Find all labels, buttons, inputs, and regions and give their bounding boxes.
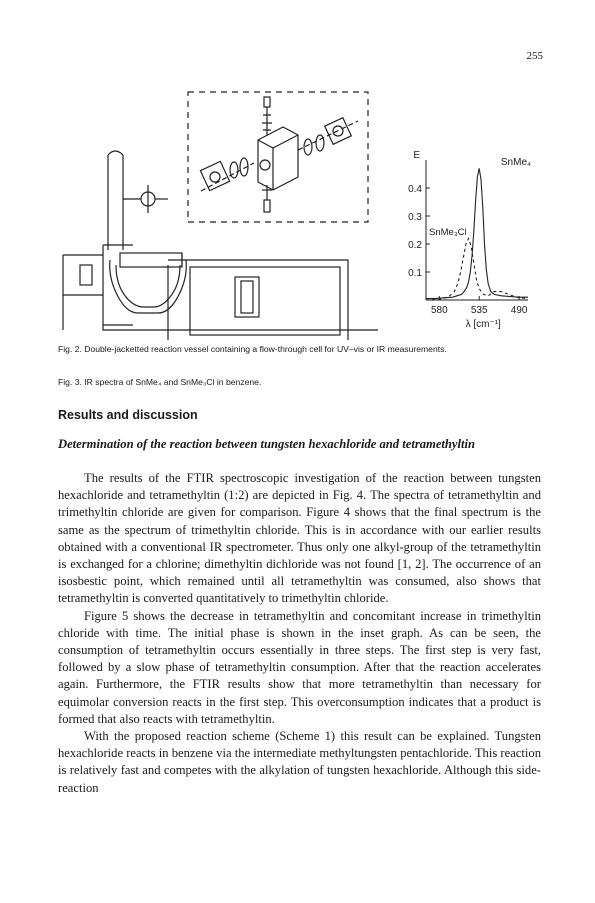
paragraph-3: With the proposed reaction scheme (Scheme 1) this result can be explained. Tungsten hexachloride reacts in benzene via the intermediate methyltungsten pentachloride. This reaction is relatively fast and competes with the alkylation of tungsten hexachloride. Although this side-reaction: [58, 729, 541, 795]
annotation-snme4: SnMe₄: [500, 157, 532, 168]
y-axis-label: E: [413, 150, 420, 161]
paragraph-1: The results of the FTIR spectroscopic investigation of the reaction between tungsten hexachloride and tetramethyltin (1:2) are depicted in Fig. 4. The spectra of tetramethyltin and trimethyltin chloride are given for comparison. Figure 4 shows that the final spectrum is the same as the spectrum of trimethyltin chloride. This is in accordance with our earlier results obtained with a conventional IR spectrometer. Thus only one alkyl-group of the tetramethyltin is exchanged for a chlorine; dimethyltin dichloride was not found [1, 2]. The occurrence of an isosbestic point, which remained until all tetramethyltin was consumed, also shows that tetramethyltin is converted quantitatively to trimethyltin chloride.: [58, 471, 541, 606]
x-tick-label: 535: [470, 305, 488, 316]
fig2-caption: Fig. 2. Double-jacketted reaction vessel containing a flow-through cell for UV–vis or IR measurements.: [58, 344, 447, 354]
page-number: 255: [526, 50, 543, 62]
section-heading: Results and discussion: [58, 408, 198, 422]
series-line-1: [426, 238, 528, 300]
y-tick-label: 0.3: [408, 212, 422, 223]
y-tick-label: 0.1: [408, 268, 422, 279]
subsection-heading: Determination of the reaction between tungsten hexachloride and tetramethyltin: [58, 437, 476, 451]
annotation-snme3cl: SnMe₃Cl: [429, 227, 467, 238]
fig3-caption: Fig. 3. IR spectra of SnMe₄ and SnMe₃Cl in benzene.: [58, 377, 262, 387]
reaction-vessel-diagram: [58, 85, 388, 340]
double-jacketted-vessel: [63, 151, 378, 340]
x-tick-label: 580: [430, 305, 448, 316]
flow-cell-exploded-view: [200, 97, 358, 212]
ir-spectrum-chart: [388, 85, 538, 335]
body-text: [58, 470, 541, 797]
figure-area: [58, 85, 538, 340]
x-axis-label: λ [cm⁻¹]: [465, 319, 501, 330]
x-tick-label: 490: [510, 305, 528, 316]
paragraph-2: Figure 5 shows the decrease in tetramethyltin and concomitant increase in trimethyltin chloride with time. The initial phase is shown in the inset graph. As can be seen, the consumption of tetramethyltin occurs essentially in three steps. The first step is very fast, followed by a slow phase of tetramethyltin consumption. After that the reaction accelerates again. Furthermore, the FTIR results show that more tetramethyltin than necessary for equimolar conversion reacts in the first step. This overconsumption indicates that a product is formed that also reacts with tetramethyltin.: [58, 608, 541, 726]
y-tick-label: 0.2: [408, 240, 422, 251]
y-tick-label: 0.4: [408, 184, 422, 195]
